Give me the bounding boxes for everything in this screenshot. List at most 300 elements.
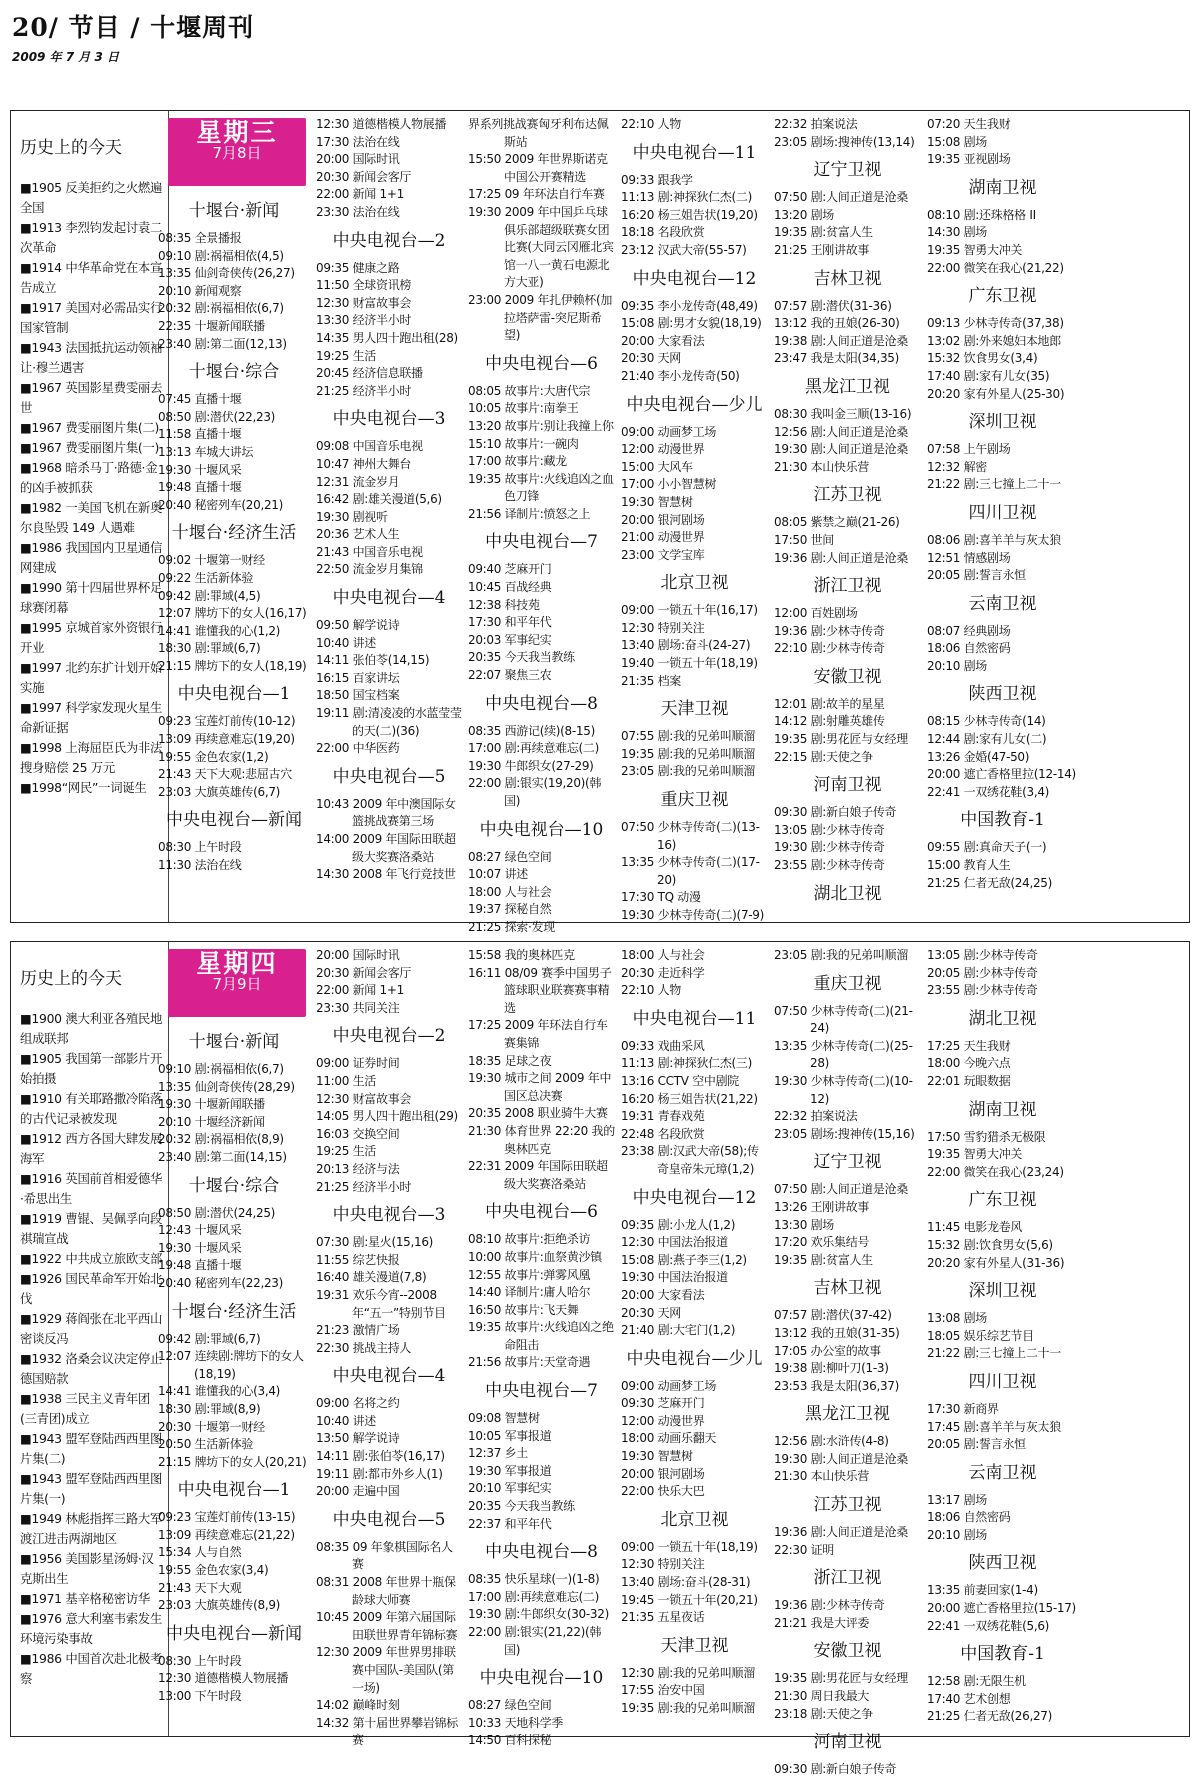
program-item: 19:30 牛郎织女(27-29)	[468, 758, 594, 773]
channel-heading: 江苏卫视	[813, 485, 882, 506]
channel-heading: 中央电视台—4	[332, 588, 446, 609]
program-item: 09:35 剧:小龙人(1,2)	[621, 1217, 736, 1232]
history-item: ■1967 费雯丽图片集(二)	[20, 420, 160, 435]
program-item: 21:35 五星夜话	[621, 1610, 705, 1625]
program-item: 23:47 我是太阳(34,35)	[774, 351, 900, 366]
program-item: 12:55 故事片:弹雾风凰	[468, 1267, 591, 1282]
channel-heading: 中央电视台—少儿	[626, 394, 763, 415]
channel-heading: 中央电视台—3	[332, 1205, 446, 1226]
program-item: 12:51 情感剧场	[927, 550, 1011, 565]
program-item: 09:33 戏曲采风	[621, 1038, 705, 1053]
history-item: ■1986 中国首次赴北极考察	[20, 1651, 163, 1686]
channel-heading: 中央电视台—12	[632, 1187, 757, 1208]
program-item: 17:25 2009 年环法自行车赛集锦	[468, 1018, 608, 1050]
history-column	[11, 942, 169, 1736]
program-item: 20:00 国际时讯	[316, 152, 400, 167]
history-item: ■1982 一美国飞机在新奥尔良坠毁 149 人遇难	[20, 500, 163, 535]
program-item: 09:00 动画梦工场	[621, 424, 717, 439]
channel-heading: 中央电视台—8	[485, 693, 598, 714]
program-item: 22:32 拍案说法	[774, 1109, 858, 1124]
program-item: 22:00 中华医药	[316, 741, 400, 756]
program-item: 16:50 故事片:飞天舞	[468, 1302, 579, 1317]
program-item: 14:35 男人四十跑出租(28)	[316, 330, 458, 345]
program-item: 10:40 讲述	[316, 635, 376, 650]
program-item: 19:35 剧:男花匠与女经理	[774, 1671, 908, 1686]
weekday-label: 星期三	[196, 118, 278, 147]
page-header	[12, 8, 254, 65]
program-item: 23:53 我是太阳(36,37)	[774, 1378, 900, 1393]
program-item: 21:30 本山快乐营	[774, 459, 870, 474]
program-item: 08:05 故事片:大唐代宗	[468, 383, 591, 398]
channel-heading: 辽宁卫视	[813, 160, 882, 181]
program-item: 20:32 剧:祸福相依(8,9)	[158, 1132, 284, 1147]
program-item: 12:00 百姓剧场	[774, 606, 858, 621]
program-item: 20:00 走遍中国	[316, 1484, 400, 1499]
channel-heading: 中国教育-1	[960, 810, 1045, 831]
program-item: 22:31 2009 年国际田联超级大奖赛洛桑站	[468, 1159, 608, 1191]
program-item: 18:00 今晚六点	[927, 1056, 1011, 1071]
history-item: ■1998 上海屈臣氏为非法搜身赔偿 25 万元	[20, 740, 163, 775]
program-item: 08:35 西游记(续)(8-15)	[468, 723, 595, 738]
history-item: ■1998“网民”一词诞生	[20, 780, 147, 795]
program-item: 08:10 剧:还珠格格 II	[927, 207, 1036, 222]
program-item: 08:15 少林寺传奇(14)	[927, 714, 1046, 729]
program-item: 16:40 雄关漫道(7,8)	[316, 1270, 427, 1285]
history-title: 历史上的今天	[20, 138, 122, 158]
program-item: 12:01 剧:故羊的星星	[774, 696, 885, 711]
program-item: 18:06 自然密码	[927, 1510, 1011, 1525]
history-item: ■1917 美国对必需品实行国家管制	[20, 300, 163, 335]
program-item: 15:08 剧:燕子李三(1,2)	[621, 1252, 747, 1267]
program-item: 09:08 智慧树	[468, 1411, 540, 1426]
channel-heading: 江苏卫视	[813, 1495, 882, 1516]
program-item: 13:09 再续意难忘(21,22)	[158, 1527, 295, 1542]
program-item: 12:56 剧:水浒传(4-8)	[774, 1434, 889, 1449]
program-item: 19:30 十堰新闻联播	[158, 1097, 265, 1112]
program-item: 17:50 雪豹猎杀无极限	[927, 1129, 1046, 1144]
channel-heading: 北京卫视	[660, 573, 729, 594]
program-item: 13:50 解学说诗	[316, 1431, 400, 1446]
program-item: 22:37 和平年代	[468, 1516, 552, 1531]
program-item: 12:30 财富故事会	[316, 1091, 412, 1106]
program-item: 12:56 剧:人间正道是沧桑	[774, 424, 908, 439]
program-item: 20:35 今天我当教练	[468, 650, 575, 665]
program-item: 13:30 经济半小时	[316, 313, 412, 328]
program-item: 12:07 连续剧:牌坊下的女人(18,19)	[158, 1349, 304, 1381]
program-item: 22:30 证明	[774, 1542, 834, 1557]
channel-heading: 重庆卫视	[660, 790, 729, 811]
program-item: 21:25 王刚讲故事	[774, 242, 870, 257]
program-item: 16:03 交换空间	[316, 1126, 400, 1141]
channel-heading: 中央电视台—新闻	[166, 810, 302, 831]
program-item: 17:45 剧:喜羊羊与灰太狼	[927, 1419, 1061, 1434]
channel-heading: 湖南卫视	[968, 1099, 1037, 1120]
program-item: 11:50 全球资讯榜	[316, 278, 412, 293]
channel-heading: 中央电视台—8	[485, 1542, 598, 1563]
program-item: 16:11 08/09 赛季中国男子篮球职业联赛赛事精选	[468, 965, 612, 1015]
program-item: 10:07 讲述	[468, 867, 528, 882]
program-item: 09:33 跟我学	[621, 172, 693, 187]
program-item: 09:10 剧:祸福相依(4,5)	[158, 248, 284, 263]
program-item: 09:00 证券时间	[316, 1056, 400, 1071]
program-item: 22:41 一双绣花鞋(5,6)	[927, 1618, 1050, 1633]
channel-heading: 天津卫视	[660, 1635, 729, 1656]
program-item: 20:40 秘密列车(20,21)	[158, 497, 284, 512]
program-item: 19:25 生活	[316, 348, 376, 363]
program-item: 09:35 健康之路	[316, 260, 400, 275]
program-item: 20:05 剧:誓言永恒	[927, 568, 1026, 583]
program-item: 界系列挑战赛匈牙利布达佩斯站	[468, 117, 609, 149]
program-item: 17:00 剧:再续意难忘(二)	[468, 741, 600, 756]
program-item: 11:13 剧:神探狄仁杰(三)	[621, 1056, 753, 1071]
program-item: 14:41 谁懂我的心(1,2)	[158, 623, 281, 638]
weekday-label: 星期四	[196, 949, 278, 978]
program-item: 21:30 本山快乐营	[774, 1469, 870, 1484]
program-item: 22:10 人物	[621, 117, 681, 131]
program-item: 22:00 快乐大巴	[621, 1484, 705, 1499]
program-item: 16:15 百家讲坛	[316, 670, 400, 685]
program-item: 19:11 剧:清凌凌的水蓝莹莹的天(二)(36)	[316, 706, 462, 738]
program-item: 19:35 故事片:火线追凶之绝命阻击	[468, 1320, 614, 1352]
program-item: 07:50 少林寺传奇(二)(21-24)	[774, 1003, 913, 1036]
program-item: 13:13 车城大讲坛	[158, 444, 254, 459]
program-item: 13:20 故事片:别让我撞上你	[468, 418, 614, 433]
program-item: 19:30 少林寺传奇(二)(7-9)	[621, 908, 765, 922]
program-item: 19:35 剧:贫富人生	[774, 1252, 873, 1267]
channel-heading: 十堰台·新闻	[188, 1032, 280, 1052]
program-item: 08:35 09 年象棋国际名人赛	[316, 1539, 453, 1572]
history-item: ■1990 第十四届世界杯足球赛闭幕	[20, 580, 163, 615]
history-item: ■1913 李烈钧发起讨袁二次革命	[20, 220, 163, 255]
channel-heading: 中国教育-1	[960, 1644, 1045, 1665]
program-item: 18:00 人与社会	[621, 948, 705, 962]
program-item: 15:58 我的奥林匹克	[468, 948, 575, 962]
program-item: 20:30 新闻会客厅	[316, 965, 412, 980]
program-item: 22:00 剧:银实(19,20)(韩国)	[468, 776, 602, 808]
program-item: 21:21 我是大评委	[774, 1615, 870, 1630]
program-item: 07:55 剧:我的兄弟叫顺溜	[621, 729, 755, 744]
history-item: ■1914 中华革命党在本宣告成立	[20, 260, 163, 295]
channel-heading: 中央电视台—1	[177, 684, 291, 705]
history-item: ■1905 反美拒约之火燃遍全国	[20, 180, 163, 215]
channel-heading: 中央电视台—6	[485, 353, 598, 374]
history-item: ■1922 中共成立旅欧支部	[20, 1251, 163, 1266]
program-item: 08:35 快乐星球(一)(1-8)	[468, 1572, 600, 1587]
program-item: 12:31 流金岁月	[316, 474, 400, 489]
program-item: 22:00 剧:银实(21,22)(韩国)	[468, 1625, 602, 1657]
program-item: 19:11 剧:都市外乡人(1)	[316, 1466, 443, 1481]
program-column	[158, 942, 310, 1736]
program-item: 09:23 宝莲灯前传(10-12)	[158, 714, 296, 729]
program-item: 09:30 芝麻开门	[621, 1396, 705, 1411]
program-item: 23:03 大旗英雄传(6,7)	[158, 784, 281, 799]
channel-heading: 北京卫视	[660, 1509, 729, 1530]
program-item: 21:25 仁者无敌(24,25)	[927, 875, 1053, 890]
program-item: 09:30 剧:新白娘子传奇	[774, 805, 897, 820]
channel-heading: 吉林卫视	[813, 268, 882, 289]
program-item: 20:05 剧:少林寺传奇	[927, 965, 1038, 980]
program-item: 23:05 剧:我的兄弟叫顺溜	[774, 948, 908, 962]
program-item: 17:30 新商界	[927, 1401, 999, 1416]
issue-date: 2009 年 7 月 3 日	[12, 50, 119, 64]
program-item: 14:30 剧场	[927, 225, 987, 240]
program-item: 13:35 前妻回家(1-4)	[927, 1583, 1038, 1598]
program-item: 20:00 大家看法	[621, 333, 705, 348]
program-item: 13:40 剧场:奋斗(28-31)	[621, 1575, 751, 1590]
program-item: 17:00 故事片:藏龙	[468, 454, 567, 469]
program-item: 23:00 2009 年扎伊赖杯(加拉塔萨雷-突尼斯希望)	[468, 292, 613, 343]
program-item: 21:25 经济半小时	[316, 1179, 412, 1194]
program-item: 23:05 剧场:搜神传(13,14)	[774, 134, 915, 149]
program-item: 19:40 一锁五十年(18,19)	[621, 656, 758, 671]
program-item: 09:13 少林寺传奇(37,38)	[927, 316, 1064, 331]
program-item: 21:56 故事片:天堂奇遇	[468, 1355, 591, 1370]
program-item: 13:35 少林寺传奇(二)(25-28)	[774, 1038, 913, 1071]
channel-heading: 中央电视台—3	[332, 409, 446, 430]
program-item: 09:08 中国音乐电视	[316, 439, 423, 454]
program-column	[770, 942, 921, 1777]
program-item: 12:37 乡土	[468, 1446, 528, 1461]
program-item: 11:00 生活	[316, 1073, 376, 1088]
program-item: 22:00 微笑在我心(23,24)	[927, 1164, 1064, 1179]
program-item: 20:45 经济信息联播	[316, 366, 423, 381]
program-item: 23:38 剧:汉武大帝(58);传奇皇帝朱元璋(1,2)	[621, 1144, 759, 1176]
program-column	[923, 111, 1078, 922]
history-item: ■1932 洛桑会议决定停止德国赔款	[20, 1351, 163, 1386]
program-item: 13:20 剧场	[774, 207, 834, 222]
program-item: 13:35 少林寺传奇(二)(17-20)	[621, 855, 760, 887]
program-item: 19:35 故事片:火线追凶之血色刀锋	[468, 471, 614, 504]
channel-heading: 中央电视台—4	[332, 1366, 446, 1387]
program-item: 08:50 剧:潜伏(24,25)	[158, 1205, 276, 1220]
program-item: 20:30 天网	[621, 1305, 681, 1320]
program-item: 23:18 剧:天使之争	[774, 1706, 873, 1721]
history-item: ■1968 暗杀马丁·路德·金的凶手被抓获	[20, 460, 158, 495]
program-item: 15:50 2009 年世界斯诺克中国公开赛精选	[468, 152, 608, 184]
program-item: 22:30 挑战主持人	[316, 1340, 412, 1355]
channel-heading: 四川卫视	[968, 502, 1037, 523]
program-item: 20:35 今天我当教练	[468, 1499, 575, 1514]
program-item: 13:17 剧场	[927, 1492, 987, 1507]
program-item: 19:48 直播十堰	[158, 480, 242, 495]
program-item: 10:45 百战经典	[468, 580, 552, 595]
program-item: 08:35 全景播报	[158, 231, 242, 245]
program-item: 12:30 2009 年世界男排联赛中国队-美国队(第一场)	[316, 1645, 456, 1695]
program-item: 13:30 剧场	[774, 1217, 834, 1232]
channel-heading: 中央电视台—7	[485, 1381, 598, 1402]
program-item: 23:05 剧场:搜神传(15,16)	[774, 1126, 915, 1141]
program-item: 07:45 直播十堰	[158, 392, 242, 407]
program-item: 22:00 新闻 1+1	[316, 187, 404, 202]
program-item: 09:10 剧:祸福相依(6,7)	[158, 1062, 284, 1076]
program-item: 20:20 家有外星人(25-30)	[927, 386, 1065, 401]
program-item: 09:35 李小龙传奇(48,49)	[621, 298, 758, 313]
program-item: 13:16 CCTV 空中剧院	[621, 1073, 740, 1088]
program-item: 23:00 文学宝库	[621, 547, 705, 562]
program-item: 19:30 十堰风采	[158, 1240, 242, 1255]
program-item: 14:05 男人四十跑出租(29)	[316, 1109, 458, 1124]
program-item: 23:30 法治在线	[316, 204, 400, 219]
program-item: 21:25 仁者无敌(26,27)	[927, 1709, 1053, 1724]
channel-heading: 湖北卫视	[968, 1008, 1037, 1029]
program-item: 19:48 直播十堰	[158, 1258, 242, 1273]
channel-heading: 安徽卫视	[813, 666, 882, 687]
program-item: 19:55 金色农家(3,4)	[158, 1563, 269, 1578]
history-item: ■1997 北约东扩计划开始实施	[20, 660, 163, 695]
program-item: 20:30 十堰第一财经	[158, 1419, 265, 1434]
program-item: 12:30 财富故事会	[316, 295, 412, 310]
channel-heading: 云南卫视	[968, 593, 1037, 614]
program-item: 23:05 剧:我的兄弟叫顺溜	[621, 764, 755, 779]
program-item: 14:40 译制片:庸人哈尔	[468, 1285, 591, 1300]
program-item: 19:30 城市之间 2009 年中国区总决赛	[468, 1071, 612, 1103]
program-item: 20:13 经济与法	[316, 1161, 400, 1176]
program-item: 20:10 十堰经济新闻	[158, 1114, 265, 1129]
program-item: 14:00 2009 年国际田联超级大奖赛洛桑站	[316, 832, 456, 864]
program-item: 19:30 智慧树	[621, 1449, 693, 1464]
program-item: 17:25 09 年环法自行车赛	[468, 187, 605, 202]
program-item: 15:00 教育人生	[927, 858, 1011, 873]
program-item: 20:30 新闻会客厅	[316, 169, 412, 184]
channel-heading: 重庆卫视	[813, 973, 882, 994]
program-item: 10:05 军事报道	[468, 1428, 552, 1443]
program-item: 14:32 第十届世界攀岩锦标赛	[316, 1715, 458, 1748]
program-item: 10:47 神州大舞台	[316, 456, 412, 471]
history-item: ■1943 盟军登陆西西里图片集(一)	[20, 1471, 163, 1506]
program-item: 12:38 科技苑	[468, 597, 540, 612]
program-item: 07:57 剧:潜伏(37-42)	[774, 1308, 892, 1323]
program-item: 21:30 周日我最大	[774, 1689, 870, 1704]
channel-heading: 四川卫视	[968, 1371, 1037, 1392]
channel-heading: 浙江卫视	[813, 576, 882, 597]
channel-heading: 中央电视台—10	[479, 819, 604, 840]
program-item: 15:32 剧:饮食男女(5,6)	[927, 1237, 1053, 1252]
program-item: 21:30 体育世界 22:20 我的奥林匹克	[468, 1123, 615, 1156]
history-item: ■1905 我国第一部影片开始拍摄	[20, 1051, 163, 1086]
program-item: 07:57 剧:潜伏(31-36)	[774, 298, 892, 313]
program-item: 19:30 中国法治报道	[621, 1270, 728, 1285]
program-item: 13:05 剧:少林寺传奇	[774, 822, 885, 837]
program-item: 20:00 遮亡香格里拉(12-14)	[927, 767, 1076, 782]
program-item: 14:02 巅峰时刻	[316, 1698, 400, 1713]
program-item: 08:06 剧:喜羊羊与灰太狼	[927, 532, 1061, 547]
program-item: 09:30 剧:新白娘子传奇	[774, 1762, 897, 1777]
history-item: ■1900 澳大利亚各殖民地组成联邦	[20, 1011, 163, 1046]
channel-heading: 安徽卫视	[813, 1641, 882, 1662]
channel-heading: 浙江卫视	[813, 1568, 882, 1589]
program-item: 22:00 微笑在我心(21,22)	[927, 260, 1064, 275]
program-item: 13:12 我的丑娘(26-30)	[774, 316, 900, 331]
program-item: 11:45 电影龙卷风	[927, 1220, 1023, 1235]
program-item: 20:00 国际时讯	[316, 948, 400, 962]
channel-heading: 中央电视台—5	[332, 766, 446, 787]
program-item: 18:35 足球之夜	[468, 1053, 552, 1068]
program-item: 20:00 大家看法	[621, 1287, 705, 1302]
program-item: 15:34 人与自然	[158, 1545, 242, 1560]
program-item: 19:38 剧:柳叶刀(1-3)	[774, 1361, 889, 1376]
program-item: 12:43 十堰风采	[158, 1223, 242, 1238]
program-item: 21:43 天下大观:悲屈古穴	[158, 767, 292, 782]
history-item: ■1943 盟军登陆西西里图片集(二)	[20, 1431, 163, 1466]
program-item: 10:40 讲述	[316, 1413, 376, 1428]
program-item: 11:55 综艺快报	[316, 1252, 400, 1267]
program-item: 19:30 剧:人间正道是沧桑	[774, 1451, 908, 1466]
program-item: 09:02 十堰第一财经	[158, 553, 265, 568]
program-item: 12:00 动漫世界	[621, 442, 705, 457]
program-item: 17:25 天生我财	[927, 1038, 1011, 1053]
program-item: 11:58 直播十堰	[158, 427, 242, 442]
history-item: ■1967 费雯丽图片集(一)	[20, 440, 160, 455]
program-item: 08:10 故事片:拒绝杀访	[468, 1232, 591, 1247]
program-item: 23:12 汉武大帝(55-57)	[621, 242, 747, 257]
program-item: 17:20 欢乐集结号	[774, 1235, 870, 1250]
program-item: 22:07 聚焦三农	[468, 668, 552, 683]
channel-heading: 中央电视台—10	[479, 1668, 604, 1689]
program-item: 12:32 解密	[927, 459, 987, 474]
program-column	[464, 942, 615, 1748]
program-item: 20:20 家有外星人(31-36)	[927, 1255, 1065, 1270]
program-column	[464, 111, 615, 934]
program-item: 10:43 2009 年中澳国际女篮挑战赛第三场	[316, 796, 456, 829]
program-item: 23:40 剧:第二面(14,15)	[158, 1149, 287, 1164]
date-label: 7月9日	[212, 974, 262, 993]
program-item: 13:35 仙剑奇侠传(28,29)	[158, 1079, 295, 1094]
program-item: 18:30 剧:罪域(6,7)	[158, 641, 261, 656]
program-item: 20:50 生活新体验	[158, 1437, 254, 1452]
program-item: 14:30 2008 年飞行竞技世	[316, 867, 456, 882]
channel-heading: 中央电视台—7	[485, 532, 598, 553]
program-item: 20:00 银河剧场	[621, 1466, 705, 1481]
program-item: 22:10 剧:少林寺传奇	[774, 641, 885, 656]
history-item: ■1986 我国国内卫星通信网建成	[20, 540, 163, 575]
program-item: 19:35 智勇大冲关	[927, 242, 1023, 257]
schedule-panel-thursday	[10, 941, 1190, 1777]
program-item: 21:56 译制片:愤怒之上	[468, 506, 591, 521]
program-item: 20:32 剧:祸福相依(6,7)	[158, 301, 284, 316]
channel-heading: 中央电视台—6	[485, 1202, 598, 1223]
program-item: 17:30 TQ 动漫	[621, 890, 701, 905]
channel-heading: 河南卫视	[813, 1732, 882, 1753]
program-item: 18:06 自然密码	[927, 641, 1011, 656]
program-item: 19:55 金色农家(1,2)	[158, 749, 269, 764]
program-item: 18:50 国宝档案	[316, 688, 400, 703]
channel-heading: 中央电视台—11	[632, 142, 757, 163]
program-item: 22:48 名段欣赏	[621, 1126, 705, 1141]
program-column	[158, 111, 310, 922]
program-item: 20:00 遮亡香格里拉(15-17)	[927, 1601, 1076, 1616]
history-item: ■1916 英国前首相爱德华·希思出生	[20, 1171, 163, 1206]
program-item: 20:10 新闻观察	[158, 283, 242, 298]
page-title: 20/ 节目 / 十堰周刊	[12, 13, 255, 42]
program-item: 09:22 生活新体验	[158, 570, 254, 585]
program-item: 12:30 特别关注	[621, 620, 705, 635]
channel-heading: 十堰台·综合	[188, 1175, 280, 1196]
program-item: 20:00 银河剧场	[621, 512, 705, 527]
channel-heading: 深圳卫视	[968, 1281, 1037, 1302]
program-item: 15:10 故事片:一碗肉	[468, 436, 579, 451]
program-item: 19:30 剧视听	[316, 509, 388, 524]
program-item: 20:35 2008 职业骑牛大赛	[468, 1106, 608, 1121]
program-item: 20:30 天网	[621, 351, 681, 366]
channel-heading: 辽宁卫视	[813, 1152, 882, 1173]
program-item: 22:10 人物	[621, 983, 681, 998]
channel-heading: 河南卫视	[813, 775, 882, 796]
program-item: 13:05 剧:少林寺传奇	[927, 948, 1038, 962]
program-item: 09:00 名将之约	[316, 1396, 400, 1411]
program-item: 13:26 金婚(47-50)	[927, 749, 1030, 764]
program-item: 18:18 名段欣赏	[621, 225, 705, 240]
program-item: 19:31 欢乐今宵--2008 年“五一”特别节目	[316, 1287, 446, 1320]
